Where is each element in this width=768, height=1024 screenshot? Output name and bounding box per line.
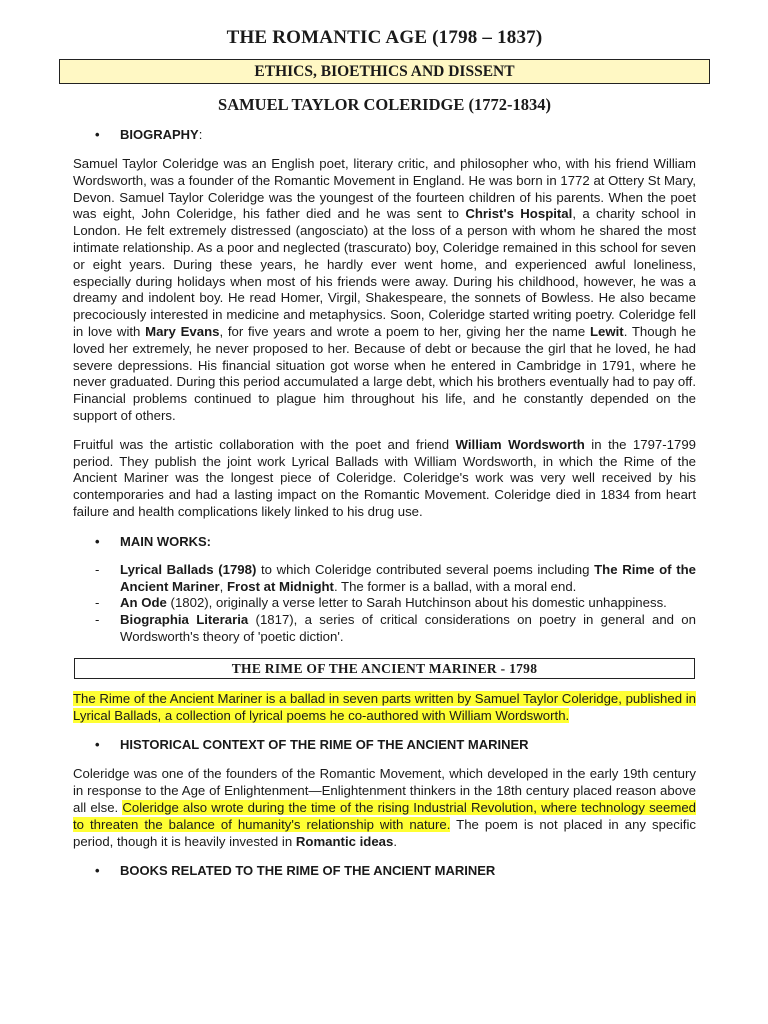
list-item — [73, 562, 696, 596]
historical-context-heading-label: HISTORICAL CONTEXT OF THE RIME OF THE ANCIENT MARINER — [120, 737, 529, 753]
dash-icon: - — [95, 595, 100, 611]
text-run: Coleridge was one of the founders of the Romantic Movement, which developed in the early 19th century in response to the Age of Enlightenment—Enlightenment thinkers in the 18th century placed reason above all else. — [73, 766, 696, 815]
rime-section-box: THE RIME OF THE ANCIENT MARINER - 1798 — [74, 658, 695, 679]
bold-text: Lewit — [589, 323, 624, 339]
text-run: (1817), a series of critical considerations on poetry in general and on Wordsworth's theory of 'poetic diction'. — [120, 612, 696, 644]
highlighted-text: Coleridge also wrote during the time of the rising Industrial Revolution, where technology seemed to threaten the balance of humanity's relationship with nature. — [73, 799, 696, 832]
text-run: (1802), originally a verse letter to Sarah Hutchinson about his domestic unhappiness. — [166, 595, 667, 611]
main-works-heading — [73, 533, 696, 551]
dash-icon: - — [95, 561, 100, 577]
historical-context-paragraph — [73, 766, 696, 850]
bullet-icon: • — [95, 737, 100, 753]
books-related-heading — [73, 862, 696, 880]
highlighted-text: The Rime of the Ancient Mariner is a ballad in seven parts written by Samuel Taylor Coleridge, published in Lyrical Ballads, a collection of lyrical poems he co-authored with William Wordsworth. — [73, 690, 696, 723]
page-title: THE ROMANTIC AGE (1798 – 1837) — [226, 27, 543, 48]
section-banner: ETHICS, BIOETHICS AND DISSENT — [59, 59, 710, 84]
list-item — [73, 612, 696, 646]
biography-heading-colon: : — [198, 127, 203, 142]
text-run: Fruitful was the artistic collaboration with the poet and friend — [73, 436, 456, 452]
text-run: , for five years and wrote a poem to her, giving her the name — [219, 323, 590, 339]
text-run: , a charity school in London. He felt extremely distressed (angosciato) at the loss of a person with whom he shared the most intimate relationship. As a poor and neglected (trascurato) boy, Coleridge remained in this school for seven or eight years. During these years, he hardly ever went home, and experienced awful loneliness, especially during holidays when most of his friends were away. During his childhood, however, he was a dreamy and indolent boy. He read Homer, Virgil, Shakespeare, the sonnets of Bowless. He also became precociously interested in medicine and metaphysics. Soon, Coleridge started writing poetry. Coleridge fell in love with — [73, 206, 696, 339]
bold-text: Frost at Midnight — [227, 578, 334, 594]
bold-text: Biographia Literaria — [120, 612, 249, 628]
bullet-icon: • — [95, 533, 100, 549]
bold-text: The Rime of the Ancient Mariner — [120, 561, 696, 594]
bullet-icon: • — [95, 127, 100, 142]
bullet-icon: • — [95, 863, 100, 879]
bold-text: Mary Evans — [145, 323, 220, 339]
list-item — [73, 595, 696, 612]
poet-title: SAMUEL TAYLOR COLERIDGE (1772-1834) — [218, 95, 551, 114]
bold-text: Lyrical Ballads (1798) — [120, 561, 257, 577]
text-run: . — [393, 833, 398, 849]
bold-text: Christ's Hospital — [465, 206, 573, 222]
main-works-heading-label: MAIN WORKS: — [120, 533, 211, 549]
text-run: . The former is a ballad, with a moral end. — [333, 578, 577, 594]
bold-text: Romantic ideas — [295, 833, 394, 849]
main-works-list — [73, 562, 696, 646]
biography-heading — [73, 126, 696, 144]
text-run: in the 1797-1799 period. They publish the joint work Lyrical Ballads with William Wordsworth, in which the Rime of the Ancient Mariner was the longest piece of Coleridge. Coleridge's work was very well received by his contemporaries and had a lasting impact on the Romantic Movement. Coleridge died in 1834 from heart failure and health complications likely linked to his drug use. — [73, 436, 696, 519]
bold-text: William Wordsworth — [455, 436, 585, 452]
historical-context-heading — [73, 736, 696, 754]
list-item-text — [120, 562, 696, 594]
bold-text: An Ode — [120, 595, 167, 611]
text-run: to which Coleridge contributed several poems including — [256, 561, 595, 577]
biography-heading-label: BIOGRAPHY — [120, 127, 199, 142]
list-item-text — [120, 595, 667, 610]
biography-paragraph-1 — [73, 156, 696, 425]
dash-icon: - — [95, 612, 100, 628]
text-run: Samuel Taylor Coleridge was an English poet, literary critic, and philosopher who, with his friend William Wordsworth, was a founder of the Romantic Movement in England. He was born in 1772 at Ottery St Mary, Devon. Samuel Taylor Coleridge was the youngest of the fourteen children of his parents. When the poet was eight, John Coleridge, his father died and he was sent to — [73, 156, 696, 222]
biography-paragraph-2 — [73, 437, 696, 521]
rime-intro — [73, 691, 696, 725]
text-run: The poem is not placed in any specific period, though it is heavily invested in — [73, 816, 696, 849]
text-run: . Though he loved her extremely, he never proposed to her. Because of debt or because the girl that he loved, he had severe depressions. His financial situation got worse when he entered in Cambridge in 1791, where he never graduated. During this period accumulated a large debt, which his brothers eventually had to pay off. Financial problems continued to plague him throughout his life, and he constantly depended on the support of others. — [73, 323, 696, 423]
text-run: , — [219, 578, 227, 594]
list-item-text — [120, 612, 696, 644]
books-related-heading-label: BOOKS RELATED TO THE RIME OF THE ANCIENT MARINER — [120, 863, 496, 879]
